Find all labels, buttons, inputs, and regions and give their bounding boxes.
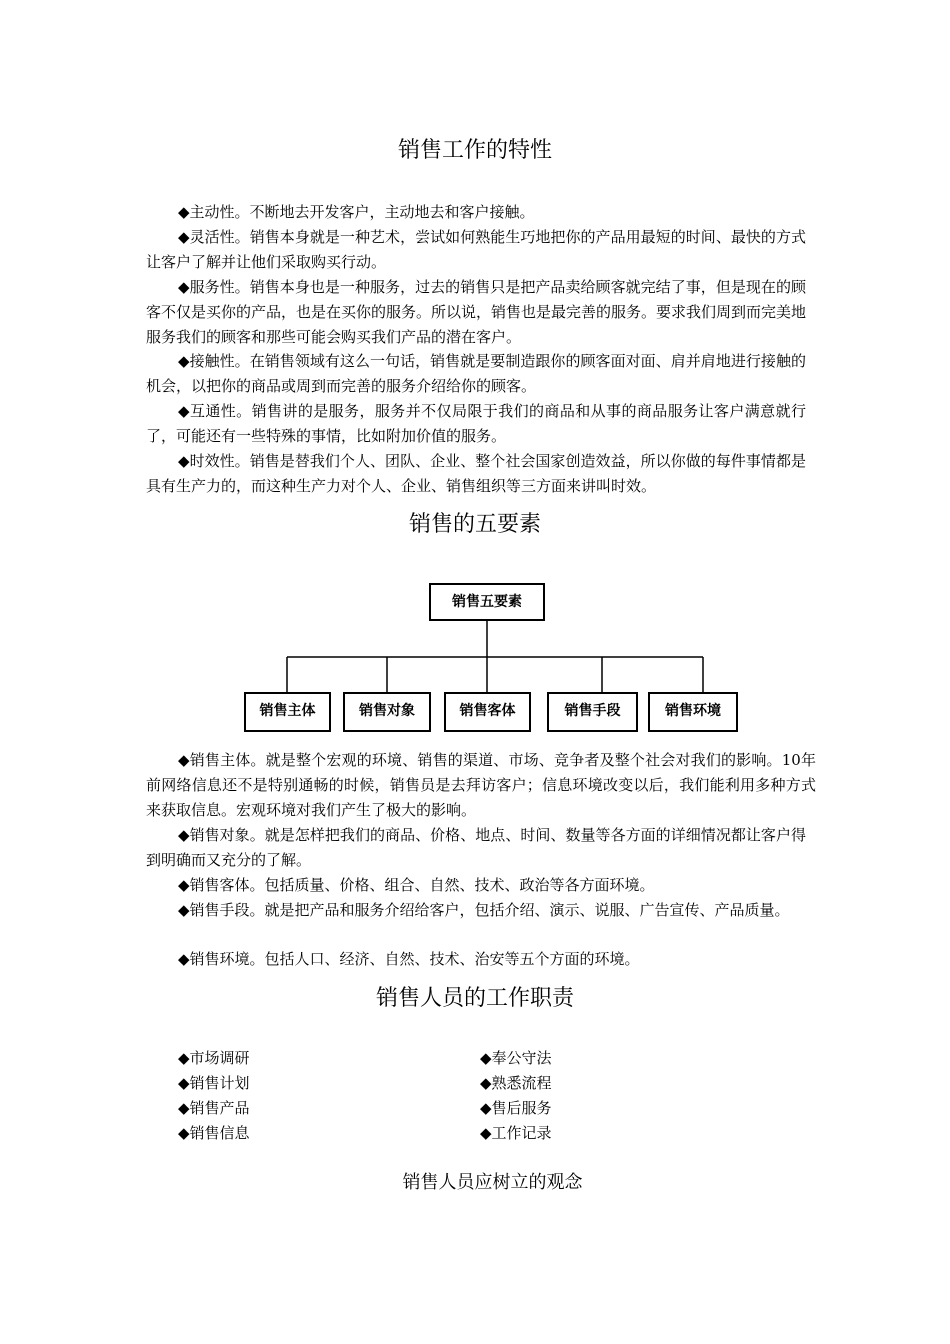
section-title-elements: 销售的五要素 [408,512,541,537]
element-paragraph: ◆销售对象。就是怎样把我们的商品、价格、地点、时间、数量等各方面的详细情况都让客户得到明确而又充分的了解。 [146,826,806,869]
duty-item: ◆熟悉流程 [480,1074,552,1092]
trait-paragraph: ◆主动性。不断地去开发客户，主动地去和客户接触。 [178,203,535,221]
element-paragraph: ◆销售主体。就是整个宏观的环境、销售的渠道、市场、竞争者及整个社会对我们的影响。10年前网络信息还不是特别通畅的时候，销售员是去拜访客户；信息环境改变以后，我们能利用多种方式来获取信息。宏观环境对我们产生了极大的影响。 [146,751,816,819]
diagram-root-node: 销售五要素 [429,583,545,621]
duty-item: ◆市场调研 [178,1049,250,1067]
duty-item: ◆工作记录 [480,1124,552,1142]
section-title-concepts: 销售人员应树立的观念 [402,1172,583,1193]
duty-item: ◆奉公守法 [480,1049,552,1067]
duty-item: ◆销售信息 [178,1124,250,1142]
diagram-node-target: 销售对象 [343,692,431,732]
trait-paragraph: ◆灵活性。销售本身就是一种艺术，尝试如何熟能生巧地把你的产品用最短的时间、最快的方式让客户了解并让他们采取购买行动。 [146,228,806,271]
element-paragraph: ◆销售客体。包括质量、价格、组合、自然、技术、政治等各方面环境。 [178,876,655,894]
diagram-node-environment: 销售环境 [648,692,738,732]
element-paragraph: ◆销售环境。包括人口、经济、自然、技术、治安等五个方面的环境。 [178,950,640,968]
trait-paragraph: ◆接触性。在销售领域有这么一句话，销售就是要制造跟你的顾客面对面、肩并肩地进行接触的机会，以把你的商品或周到而完善的服务介绍给你的顾客。 [146,352,806,395]
duty-item: ◆销售计划 [178,1074,250,1092]
element-paragraph: ◆销售手段。就是把产品和服务介绍给客户，包括介绍、演示、说服、广告宣传、产品质量。 [178,901,790,919]
section-title-traits: 销售工作的特性 [397,138,552,163]
diagram-node-means: 销售手段 [547,692,638,732]
diagram-node-object: 销售客体 [444,692,531,732]
trait-paragraph: ◆服务性。销售本身也是一种服务，过去的销售只是把产品卖给顾客就完结了事，但是现在的顾客不仅是买你的产品，也是在买你的服务。所以说，销售也是最完善的服务。要求我们周到而完美地服务我们的顾客和那些可能会购买我们产品的潜在客户。 [146,278,807,346]
trait-paragraph: ◆互通性。销售讲的是服务，服务并不仅局限于我们的商品和从事的商品服务让客户满意就行了，可能还有一些特殊的事情，比如附加价值的服务。 [146,402,806,445]
trait-paragraph: ◆时效性。销售是替我们个人、团队、企业、整个社会国家创造效益，所以你做的每件事情都是具有生产力的，而这种生产力对个人、企业、销售组织等三方面来讲叫时效。 [146,452,806,495]
section-title-duties: 销售人员的工作职责 [375,986,574,1011]
duty-item: ◆销售产品 [178,1099,250,1117]
duty-item: ◆售后服务 [480,1099,552,1117]
diagram-node-subject: 销售主体 [244,692,331,732]
